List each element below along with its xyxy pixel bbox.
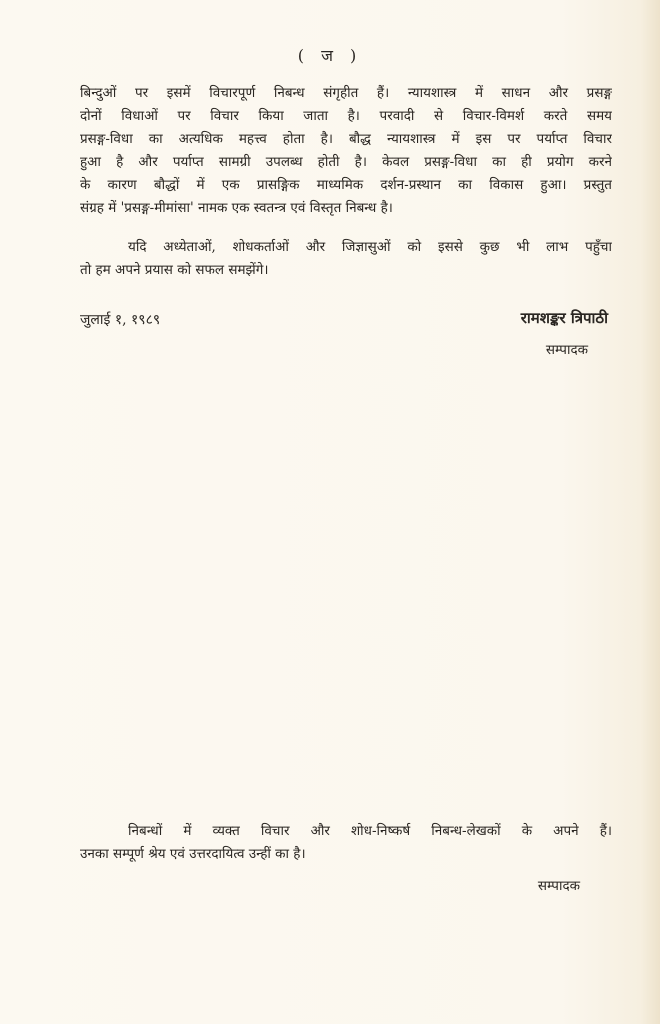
paragraph-line: यदि अध्येताओं, शोधकर्ताओं और जिज्ञासुओं को इससे कुछ भी लाभ पहुँचा [128, 239, 612, 255]
disclaimer-line: निबन्धों में व्यक्त विचार और शोध-निष्कर्ष निबन्ध-लेखकों के अपने हैं। [128, 823, 612, 839]
paragraph-line: प्रसङ्ग-विधा का अत्यधिक महत्त्व होता है। बौद्ध न्यायशास्त्र में इस पर पर्याप्त विचार [80, 131, 612, 147]
paragraph-line: तो हम अपने प्रयास को सफल समझेंगे। [80, 262, 269, 278]
page-number: ( ज ) [297, 46, 363, 65]
paragraph-line: दोनों विधाओं पर विचार किया जाता है। परवादी से विचार-विमर्श करते समय [80, 108, 612, 124]
paragraph-line: हुआ है और पर्याप्त सामग्री उपलब्ध होती है। केवल प्रसङ्ग-विधा का ही प्रयोग करने [80, 154, 612, 170]
paragraph-line: बिन्दुओं पर इसमें विचारपूर्ण निबन्ध संगृहीत हैं। न्यायशास्त्र में साधन और प्रसङ्ग [80, 85, 612, 101]
editor-title: सम्पादक [545, 342, 588, 358]
editor-name: रामशङ्कर त्रिपाठी [520, 309, 608, 327]
signature-date: जुलाई १, १९८९ [80, 312, 161, 328]
disclaimer-line: उनका सम्पूर्ण श्रेय एवं उत्तरदायित्व उन्हीं का है। [80, 846, 306, 862]
paragraph-line: संग्रह में 'प्रसङ्ग-मीमांसा' नामक एक स्वतन्त्र एवं विस्तृत निबन्ध है। [80, 200, 393, 216]
paragraph-line: के कारण बौद्धों में एक प्रासङ्गिक माध्यमिक दर्शन-प्रस्थान का विकास हुआ। प्रस्तुत [80, 177, 612, 193]
paragraph-2 [80, 236, 612, 282]
paragraph-1 [80, 82, 612, 220]
disclaimer-paragraph [80, 820, 612, 866]
disclaimer-editor-title: सम्पादक [537, 878, 580, 894]
